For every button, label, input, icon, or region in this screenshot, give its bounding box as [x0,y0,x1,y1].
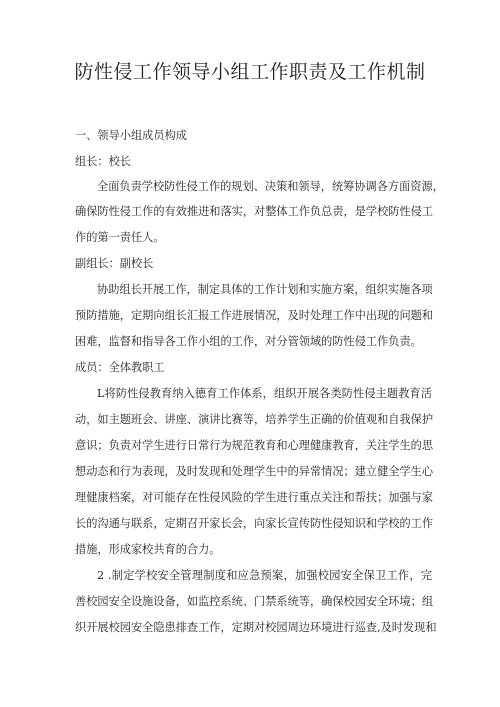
paragraph-line: 理健康档案，对可能存在性侵风险的学生进行重点关注和帮扶；加强与家 [75,491,434,504]
paragraph-line: 意识；负责对学生进行日常行为规范教育和心理健康教育，关注学生的思 [75,439,434,452]
paragraph-line: 困难，监督和指导各工作小组的工作，对分管领域的防性侵工作负责。 [75,335,422,348]
paragraph-line: 全面负责学校防性侵工作的规划、决策和领导，统筹协调各方面资源， [97,180,444,193]
paragraph-line: 想动态和行为表现，及时发现和处理学生中的异常情况；建立健全学生心 [75,465,434,478]
role-label-deputy: 副组长：副校长 [75,257,154,270]
paragraph-line: 动，如主题班会、讲座、演讲比赛等，培养学生正确的价值观和自我保护 [75,413,434,426]
role-label-members: 成员：全体教职工 [75,361,165,374]
paragraph-line: 预防措施，定期向组长汇报工作进展情况，及时处理工作中出现的问题和 [75,309,434,322]
role-label-leader: 组长：校长 [75,155,131,168]
paragraph-line: L将防性侵教育纳入德育工作体系，组织开展各类防性侵主题教育活 [97,387,432,400]
paragraph-line: 确保防性侵工作的有效推进和落实，对整体工作负总责，是学校防性侵工 [75,205,434,218]
paragraph-line: 措施，形成家校共育的合力。 [75,543,221,556]
paragraph-line: 协助组长开展工作，制定具体的工作计划和实施方案，组织实施各项 [97,283,433,296]
paragraph-line: 长的沟通与联系，定期召开家长会，向家长宣传防性侵知识和学校的工作 [75,517,434,530]
paragraph-line: 作的第一责任人。 [75,231,165,244]
paragraph-line: 2 .制定学校安全管理制度和应急预案，加强校园安全保卫工作，完 [97,569,432,582]
paragraph-line: 善校园安全设施设备，如监控系统、门禁系统等，确保校园安全环境；组 [75,595,434,608]
section-heading: 一、领导小组成员构成 [75,129,187,142]
document-title: 防性侵工作领导小组工作职责及工作机制 [74,61,426,83]
paragraph-line: 织开展校园安全隐患排查工作，定期对校园周边环境进行巡查,及时发现和 [75,621,437,634]
